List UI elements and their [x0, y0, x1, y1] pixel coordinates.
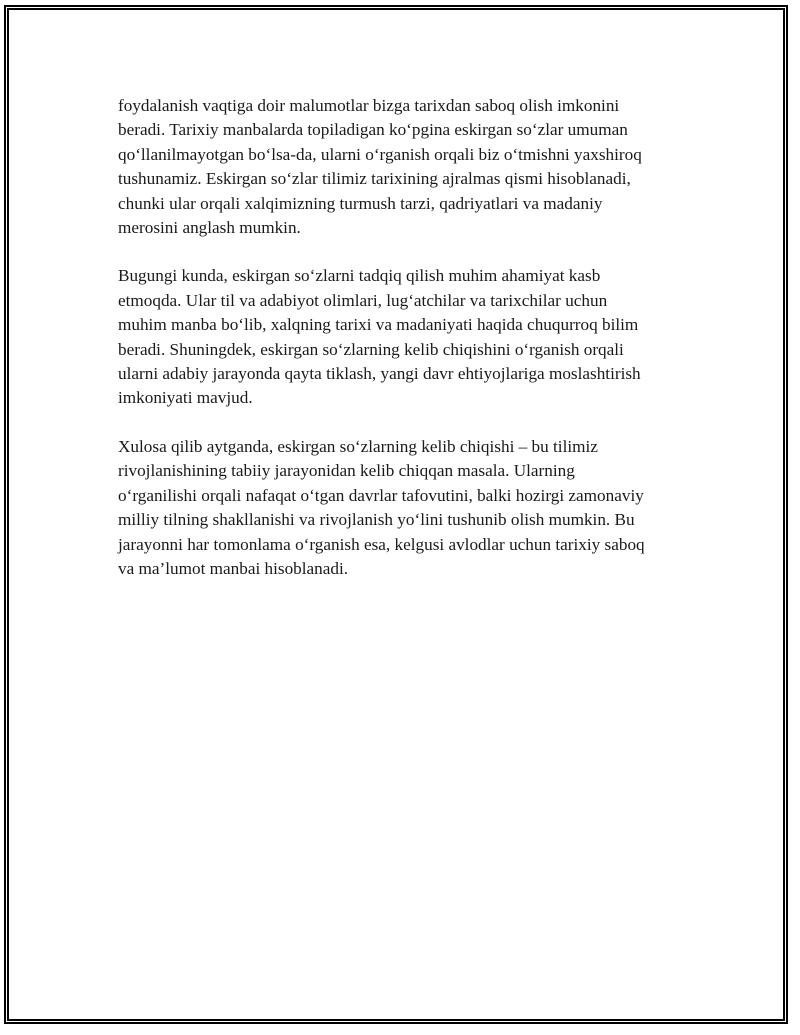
paragraph-3: Xulosa qilib aytganda, eskirgan so‘zlarning kelib chiqishi – bu tilimiz rivojlanishining tabiiy jarayonidan kelib chiqqan masala. Ularning o‘rganilishi orqali nafaqat o‘tgan davrlar tafovutini, balki hozirgi zamonaviy milliy tilning shakllanishi va rivojlanish yo‘lini tushunib olish mumkin. Bu jarayonni har tomonlama o‘rganish esa, kelgusi avlodlar uchun tarixiy saboq va ma’lumot manbai hisoblanadi.: [118, 436, 645, 578]
document-body: [118, 94, 684, 605]
paragraph-2: Bugungi kunda, eskirgan so‘zlarni tadqiq qilish muhim ahamiyat kasb etmoqda. Ular til va adabiyot olimlari, lug‘atchilar va tarixchilar uchun muhim manba bo‘lib, xalqning tarixi va madaniyati haqida chuqurroq bilim beradi. Shuningdek, eskirgan so‘zlarning kelib chiqishini o‘rganish orqali ularni adabiy jarayonda qayta tiklash, yangi davr ehtiyojlariga moslashtirish imkoniyati mavjud.: [118, 266, 641, 408]
paragraph-1: foydalanish vaqtiga doir malumotlar bizga tarixdan saboq olish imkonini beradi. Tarixiy manbalarda topiladigan ko‘pgina eskirgan so‘zlar umuman qo‘llanilmayotgan bo‘lsa-da, ularni o‘rganish orqali biz o‘tmishni yaxshiroq tushunamiz. Eskirgan so‘zlar tilimiz tarixining ajralmas qismi hisoblanadi, chunki ular orqali xalqimizning turmush tarzi, qadriyatlari va madaniy merosini anglash mumkin.: [118, 96, 642, 238]
